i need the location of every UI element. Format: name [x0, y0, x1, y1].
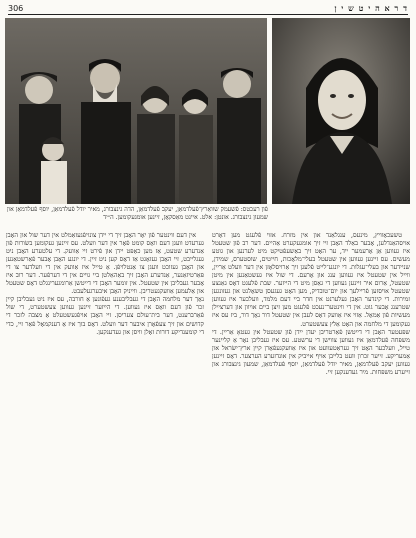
- column-left-text: אין דעם ווינטער פֿון יאָר האָבן זיך די יידן צונויפֿגעזאַמלט אין דער שול און האָבן גערעדט וועגן דעם וואָס קומט פֿאָר אין דער וועלט. עס זיינען געקומען בשׂורות פֿון אַנדערע שטעט, אַז מען כאַפּט יידן און פֿירט זיי אַוועק. די עלטערע האָבן ניט געגלייבט, זיי האָבן געזאָגט אַז דאָס קען ניט זיין. די יונגע האָבן אָבער פֿאַרשטאַנען און האָבן געזוכט וועגן צו אַנטלויפֿן. אַ טייל איז אַוועק אין די וועלדער צו די פּאַרטיזאַנער, אַנדערע האָבן זיך באַהאַלטן ביי גויים אין די דערפֿער. דער רוב איז אָבער געבליבן אין שטעטל. אין זומער האָבן די דייטשן אַרומגערינגלט דאָס שטעטל און אַלעמען אַוועקגעטריבן. ווייניק האָבן איבערגעלעבט. נאָך דער מלחמה האָבן די געבליבענע געפֿונען אַ חורבה, עס איז ניט געבליבן קיין זכר פֿון דעם וואָס איז געווען. די הייזער זיינען געווען צעשטערט, די שול פֿאַרברענט, דער בית־עולם צעריסן. זיי האָבן אויפֿגעשטעלט אַ מצבה לזכר די קדושים און זיך צעפֿאָרן איבער דער וועלט. דאָס בוך איז אַ דענקמאָל פֿאַר זיי, כדי די קומענדיקע דורות זאָלן וויסן און געדענקען.: [6, 232, 204, 336]
- header-rule: [8, 14, 408, 15]
- text-column-left: [6, 232, 204, 528]
- portrait-photo-image: [272, 18, 410, 204]
- running-title: ד ר א ה י ט ש י ן: [334, 3, 408, 13]
- group-photo-caption: פֿון רעכטס: פֿשעמק שוואַרץ־פֿעלדמאַן, יעקב פֿעלדמאַן, הדה גינצבורג, מאיר יודל פֿעלדמאַן, יוסף פֿעלדמאַן און שמעון גינצבורג. אונטן: אלט. איינט מאַסקאָן, זיינען אומגעקומען. ה״יד: [6, 206, 268, 221]
- column-right-text: טשעכאָוויץ, מינעס, ענגלאַנד און אין מזרח. אזוי פֿלעגט מען דאָרט אויסהאַנדלען, אָבער באַלד האָבן זיי זיך אומגעקערט אַהיים. דער רב פֿון שטעטל איז געווען אַן אָרעמער ייד, ער האָט זיך באַשעפֿטיקט מיט לערנען און גוטע מעשים. עס זיינען געווען אין שטעטל בעלי־מלאָכות, חייטים, שוסטערס, שמידן, שניידער און בעלי־עגלות. די יונגע־לייט פֿלעגן זיך אַרויסלאָזן אין דער וועלט אַריין, ווייל אין שטעטל איז געווען ענג און אָרעם. די שול איז געשטאַנען אין מיטן שטעטל, אַרום איר זיינען געווען די גאַסן מיט די הייזער. שבת פֿלעגט דאָס גאַנצע שטעטל אויסזען פֿריילעך און יום־טובדיק, מען האָט געגעסן טשאָלנט און געזונגען זמירות. די קינדער האָבן געלערנט אין חדר ביי דעם מלמד, וועלכער איז געווען שטרענג אָבער גוט. אין די ווינטער־נעכט פֿלעגט מען זיצן ביים אויוון און דערציילן מעשיות פֿון אַמאָל. אַזוי איז אַוועק דאָס לעבן אין שטעטל דור נאָך דור, ביז עס איז געקומען די מלחמה און האָט אַלץ צעשטערט. שפּעטער האָבן די דייטשן פֿאַרטריבן יעדן יידן פֿון שטעטל אין געטאָ אַריין. די משפּחה פֿעלדמאַן איז געווען צווישן די ערשטע. עס איז געבליבן נאָר אַ קליינער טייל, וועלכער האָט זיך געראַטעוועט און איז אַוועקגעפֿאָרן קיין ארץ־ישׂראל און אַמעריקע. זייער זכרון וועט בלייבן אויף אייביק אין אונדזערע הערצער. דאָס זיינען געווען יעקב פֿעלדמאַן, מאיר יודל פֿעלדמאַן, יוסף פֿעלדמאַן, שמעון גינצבורג און זייערע משפּחות. מיר געדענקען זיי.: [212, 232, 410, 376]
- portrait-photo: [272, 18, 410, 204]
- page-number: 306: [8, 3, 24, 13]
- group-photo: [5, 18, 267, 204]
- group-photo-image: [5, 18, 267, 204]
- page-header: [8, 2, 408, 14]
- text-column-right: [212, 232, 410, 528]
